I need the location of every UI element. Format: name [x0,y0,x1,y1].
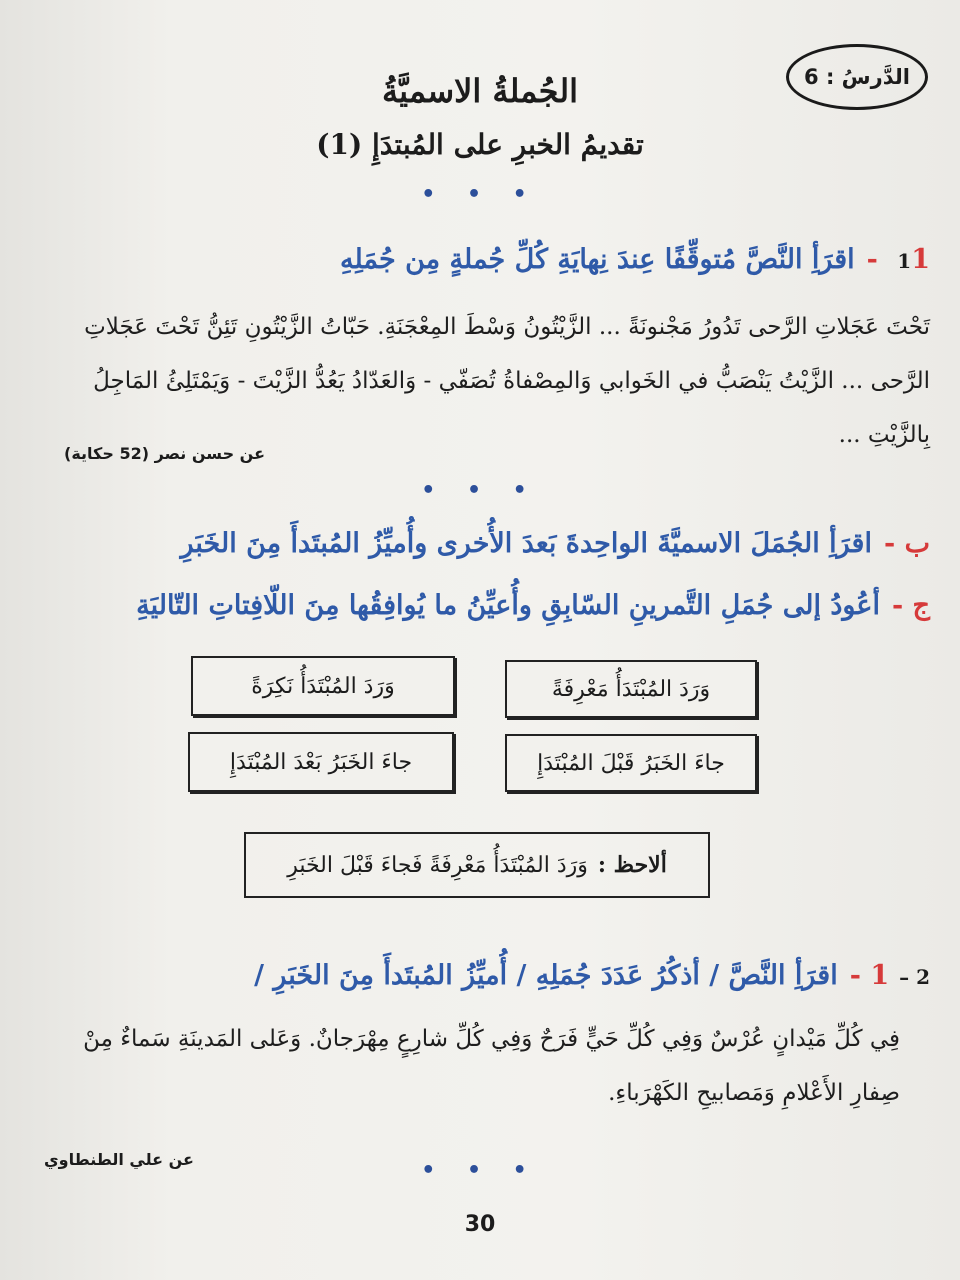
sign-box-indefinite-subject: وَرَدَ المُبْتَدَأُ نَكِرَةً [191,656,455,716]
page-subtitle: تقديمُ الخبرِ على المُبتدَإِ (1) [316,128,644,161]
section1-marker: 1 - [866,244,930,275]
section1-number: 1 [897,249,912,273]
instruction-j [136,590,930,621]
instruction-b-text: اقرَأِ الجُمَلَ الاسميَّةَ الواحِدةَ بَعدَ الأُخرى وأُميِّزُ المُبتَدأَ مِنَ الخَبَرِ [180,528,872,559]
section1-paragraph: تَحْتَ عَجَلاتِ الرَّحى تَدُورُ مَجْنونَةً ... الزَّيْتُونُ وَسْطَ المِعْجَنَةِ. حَبّاتُ الزَّيْتُونِ تَئِنُّ تَحْتَ عَجَلاتِ الرَّحى ... الزَّيْتُ يَنْصَبُّ في الخَوابي وَالمِصْفاةُ تُصَفّي - وَالعَدّادُ يَعُدُّ الزَّيْتَ - وَيَمْتَلِئُ المَاجِلُ بِالزَّيْتِ ... [84,314,930,448]
page-title: الجُملةُ الاسميَّةُ [382,72,578,110]
instruction-b-marker: ب - [883,528,930,559]
section2-marker: 1 - [849,960,890,991]
sign-box-definite-subject: وَرَدَ المُبْتَدَأُ مَعْرِفَةً [505,660,757,718]
section1-instruction-text: اقرَأِ النَّصَّ مُتوقِّفًا عِندَ نِهايَةِ كُلِّ جُملةٍ مِن جُمَلِهِ [340,244,855,275]
observation-text: وَرَدَ المُبْتَدَأُ مَعْرِفَةً فَجاءَ قَبْلَ الخَبَرِ [287,852,588,878]
instruction-j-marker: ج - [891,590,930,621]
section2-instruction-text: اقرَأِ النَّصَّ / أذكُرُ عَدَدَ جُمَلِهِ / أُميِّزُ المُبتَدأَ مِنَ الخَبَرِ / [254,960,838,991]
instruction-b [181,528,931,559]
separator-dots: • • • [421,478,539,503]
instruction-j-text: أعُودُ إلى جُمَلِ التَّمرينِ السّابِقِ وأُعيِّنُ ما يُوافِقُها مِنَ اللّافِتاتِ التّاليَةِ [136,590,880,621]
observation-label: ألاحظ : [597,852,667,878]
separator-dots: • • • [421,182,539,207]
section1-source: عن حسن نصر (52 حكاية) [64,444,265,463]
observation-box [244,832,710,898]
section2-number: 2 – [899,965,930,989]
section2-paragraph: فِي كُلِّ مَيْدانٍ عُرْسٌ وَفِي كُلِّ حَيٍّ فَرَحٌ وَفِي كُلِّ شارِعٍ مِهْرَجانٌ. وَعَلى المَدينَةِ سَماءٌ مِنْ صِفارِ الأَعْلامِ وَمَصابيحِ الكَهْرَباءِ. [83,1026,900,1106]
lesson-number-badge: الدَّرسُ : 6 [786,44,928,110]
separator-dots: • • • [421,1158,539,1183]
section1-instruction [340,244,930,275]
page-number: 30 [464,1212,496,1237]
section2-instruction [254,960,930,991]
sign-box-predicate-before: جاءَ الخَبَرُ قَبْلَ المُبْتَدَإِ [505,734,757,792]
sign-box-predicate-after: جاءَ الخَبَرُ بَعْدَ المُبْتَدَإِ [188,732,454,792]
section2-source: عن علي الطنطاوي [44,1150,194,1169]
